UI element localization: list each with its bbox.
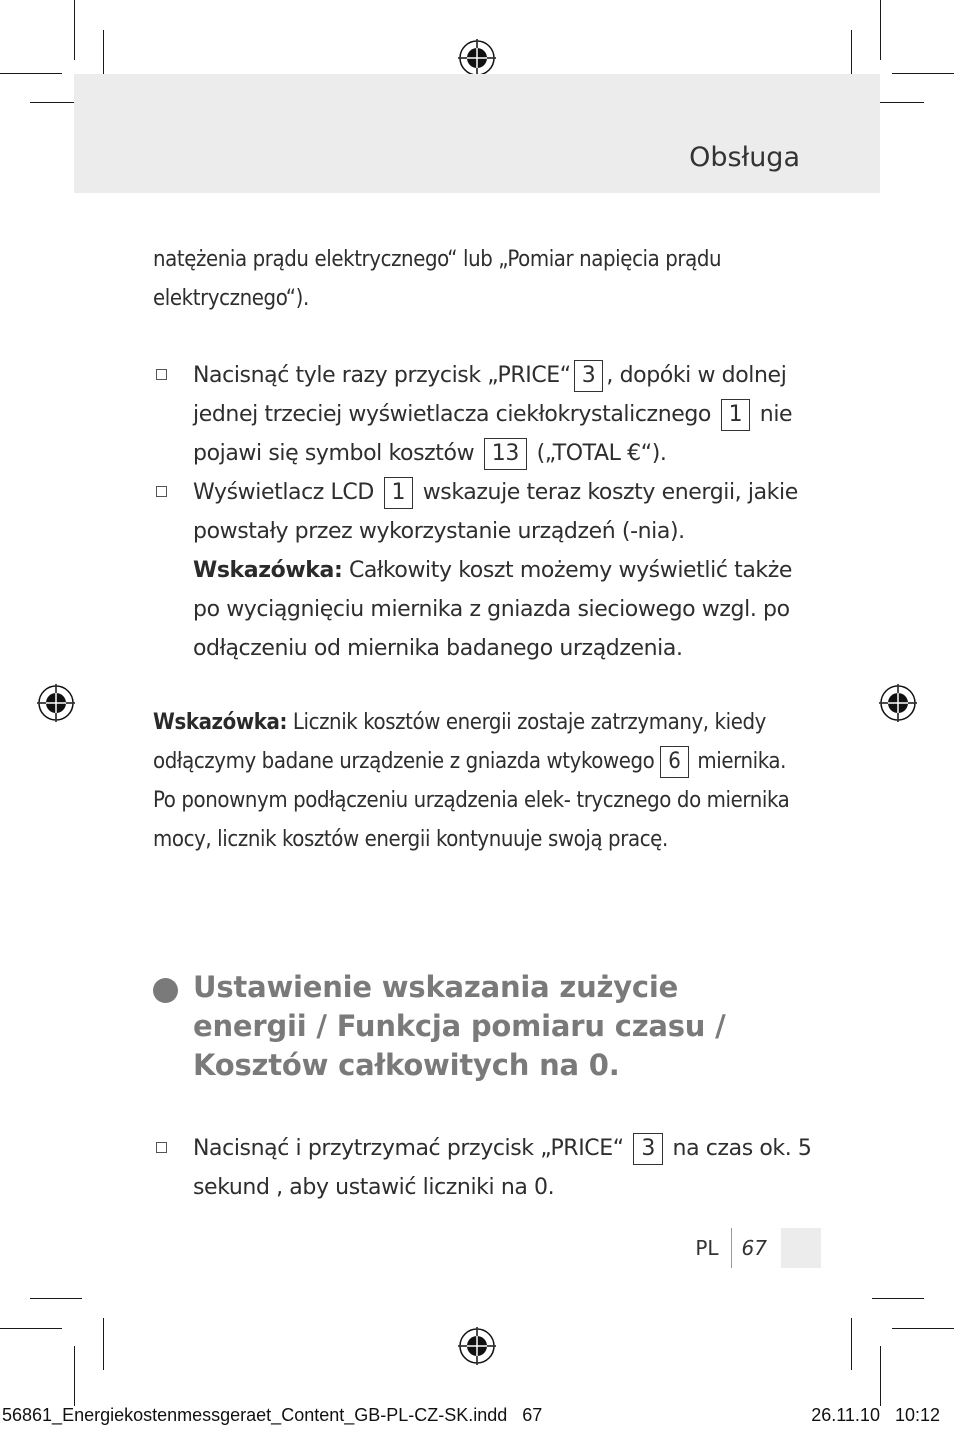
- reference-number: 1: [721, 399, 751, 431]
- item-text: nie pojawi się symbol kosztów: [193, 402, 793, 466]
- item-text: Wyświetlacz LCD: [193, 480, 374, 505]
- list-item: [153, 356, 813, 473]
- crop-mark: [851, 1318, 852, 1370]
- crop-mark: [880, 1346, 881, 1406]
- crop-mark: [892, 1328, 954, 1329]
- registration-mark-icon: [879, 684, 917, 722]
- item-text: na czas ok. 5 sekund , aby ustawić liczniki na 0.: [193, 1136, 812, 1200]
- checkbox-bullet-icon: [156, 369, 167, 380]
- heading-line: Kosztów całkowitych na 0.: [193, 1048, 620, 1082]
- note-text: Licznik kosztów energii zostaje zatrzymany, kiedy odłączymy badane urządzenie z gniazda wtykowego: [153, 710, 766, 774]
- hint-label: Wskazówka:: [193, 558, 343, 583]
- page-footer: [695, 1228, 821, 1268]
- note-paragraph: [153, 703, 813, 859]
- bullet-list: [153, 1129, 813, 1207]
- bullet-dot-icon: [153, 978, 178, 1003]
- crop-mark: [103, 1318, 104, 1370]
- hint-text: Całkowity koszt możemy wyświetlić także po wyciągnięciu miernika z gniazda sieciowego wzgl. po odłączeniu od miernika badanego urządzenia.: [193, 558, 793, 661]
- intro-line: natężenia prądu elektrycznego“ lub „Pomiar napięcia prądu: [153, 247, 722, 272]
- print-slug-datetime: 26.11.10 10:12: [811, 1405, 940, 1425]
- crop-mark: [74, 1346, 75, 1406]
- crop-mark: [0, 73, 62, 74]
- reference-number: 1: [384, 477, 414, 509]
- note-text: miernika. Po ponownym podłączeniu urządzenia elek- trycznego do miernika mocy, licznik kosztów energii kontynuuje swoją pracę.: [153, 749, 790, 852]
- header-band: [74, 74, 880, 193]
- section-title: Obsługa: [689, 142, 800, 173]
- heading-line: energii / Funkcja pomiaru czasu /: [193, 1009, 726, 1043]
- checkbox-bullet-icon: [156, 1142, 167, 1153]
- bullet-list: [153, 356, 813, 668]
- item-text: Nacisnąć tyle razy przycisk „PRICE“: [193, 363, 571, 388]
- reference-number: 6: [660, 746, 688, 778]
- item-text: („TOTAL €“).: [536, 441, 667, 466]
- reference-number: 13: [484, 438, 527, 470]
- item-text: , dopóki w dolnej jednej trzeciej wyświetlacza ciekłokrystalicznego: [193, 363, 787, 427]
- page-tab-marker: [781, 1228, 821, 1268]
- heading-line: Ustawienie wskazania zużycie: [193, 970, 679, 1004]
- item-text: Nacisnąć i przytrzymać przycisk „PRICE“: [193, 1136, 624, 1161]
- checkbox-bullet-icon: [156, 486, 167, 497]
- crop-mark: [872, 1298, 924, 1299]
- item-text: wskazuje teraz koszty energii, jakie powstały przez wykorzystanie urządzeń (-nia).: [193, 480, 798, 544]
- crop-mark: [892, 73, 954, 74]
- registration-mark-icon: [458, 39, 496, 77]
- crop-mark: [0, 1328, 62, 1329]
- section-heading: [153, 968, 833, 1085]
- print-slug-file: 56861_Energiekostenmessgeraet_Content_GB-PL-CZ-SK.indd 67: [2, 1405, 543, 1425]
- crop-mark: [74, 0, 75, 60]
- intro-line: elektrycznego“).: [153, 286, 309, 311]
- crop-mark: [880, 0, 881, 60]
- reference-number: 3: [633, 1133, 663, 1165]
- registration-mark-icon: [37, 684, 75, 722]
- list-item: [153, 1129, 813, 1207]
- heading-text: [153, 968, 833, 1085]
- crop-mark: [30, 1298, 82, 1299]
- intro-paragraph: [153, 240, 813, 318]
- reference-number: 3: [574, 360, 604, 392]
- list-item: [153, 473, 813, 668]
- language-code: PL: [695, 1228, 731, 1268]
- hint-label: Wskazówka:: [153, 710, 287, 735]
- registration-mark-icon: [458, 1327, 496, 1365]
- page-number: 67: [741, 1236, 767, 1260]
